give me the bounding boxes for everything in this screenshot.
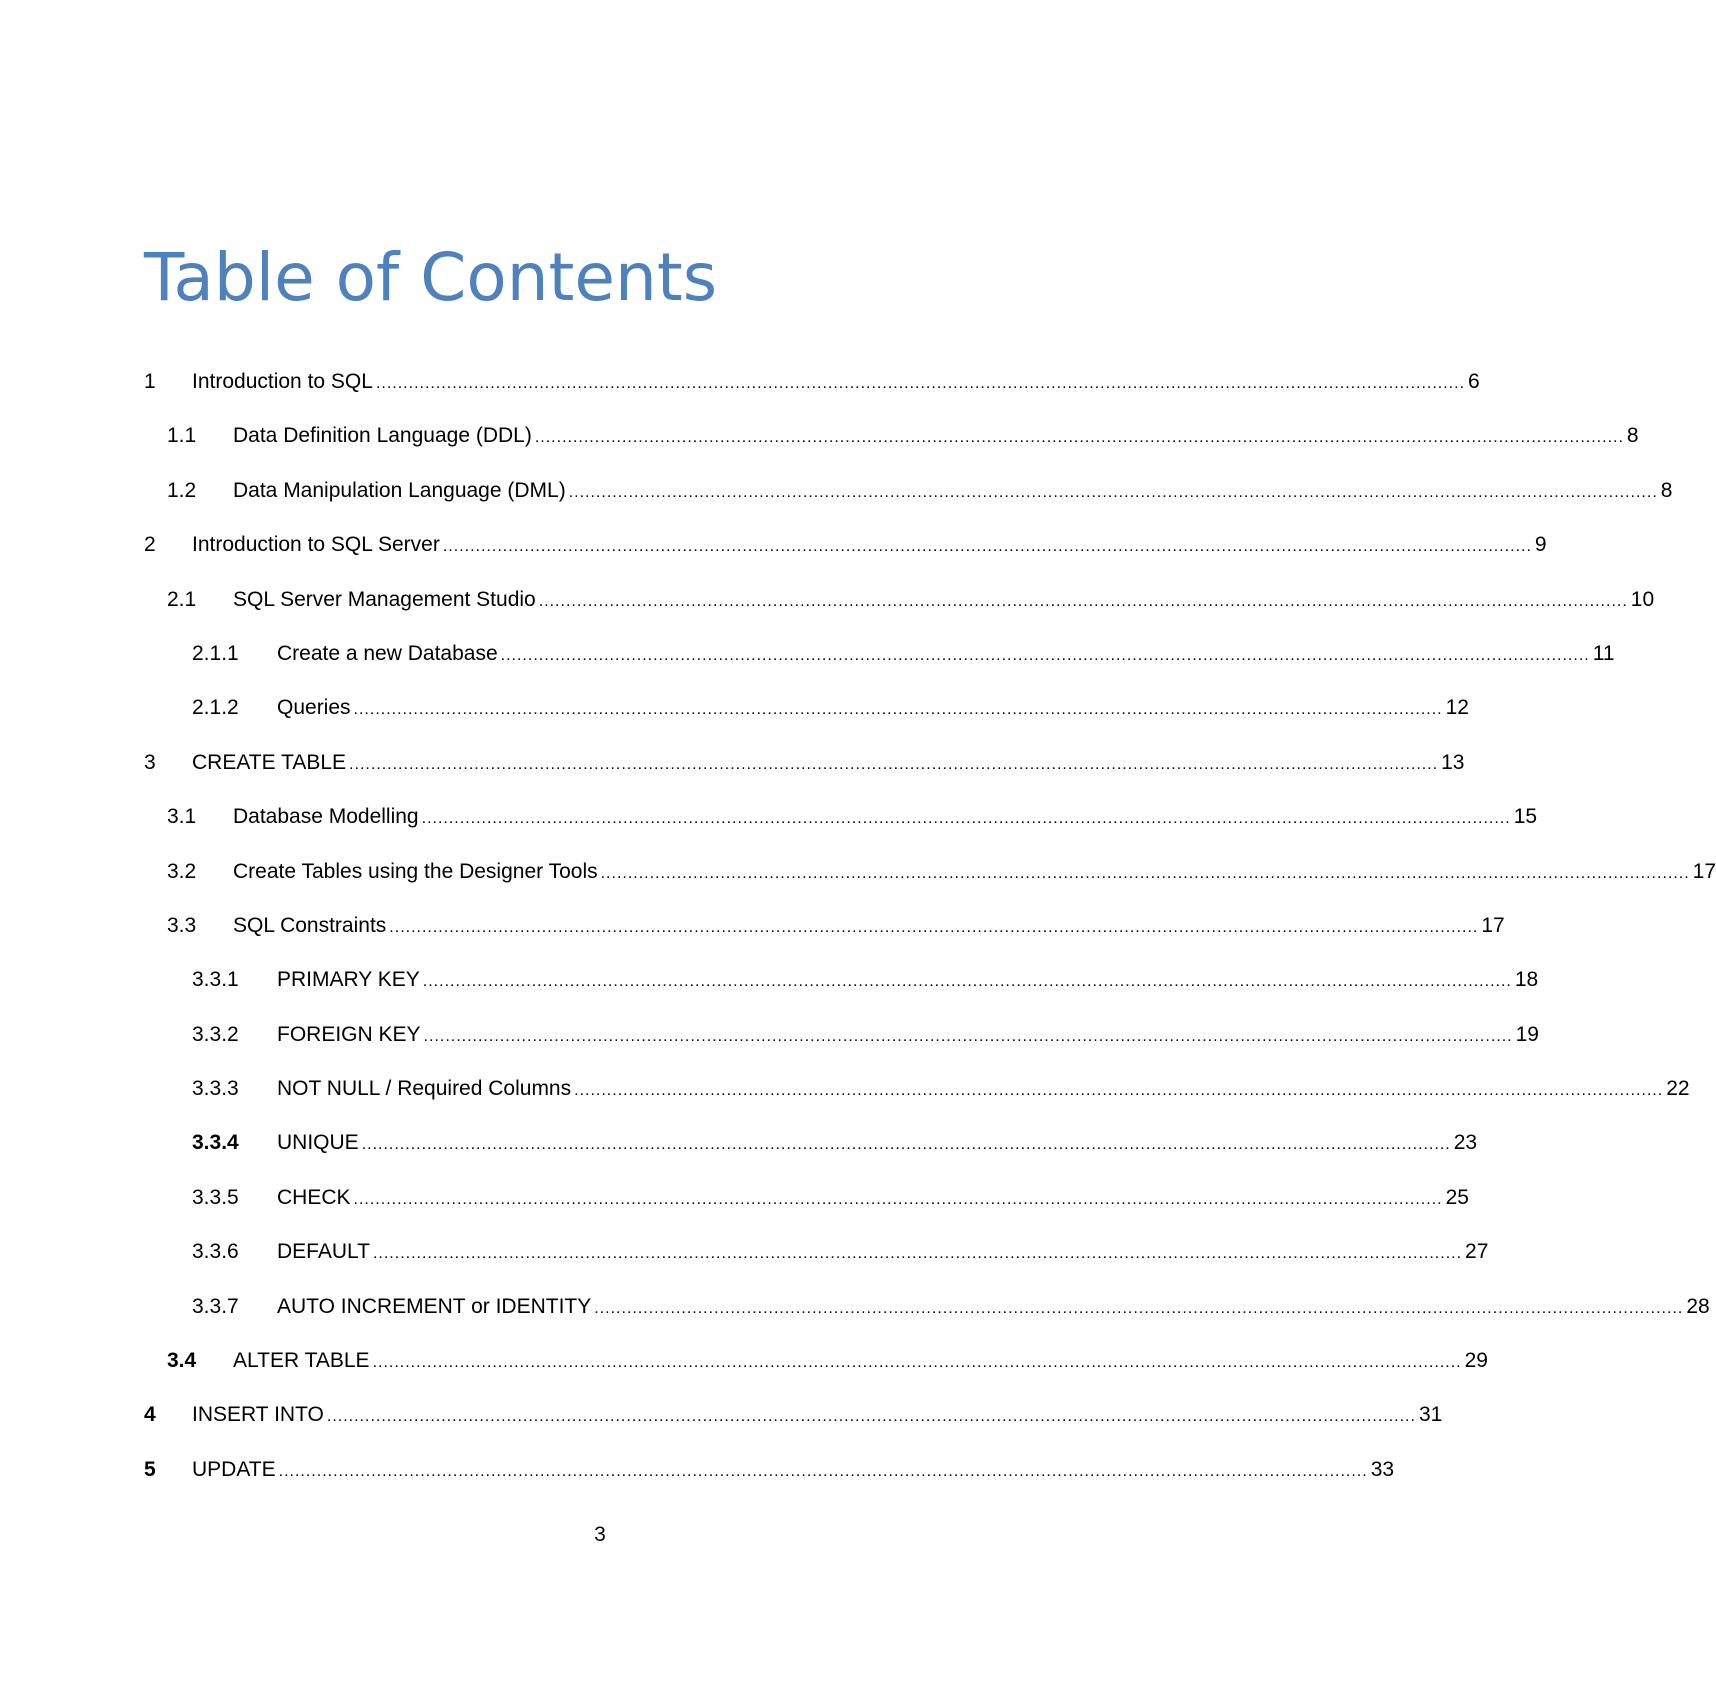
dot-leader: ........................................................................................................................................................................................................ <box>594 1299 1684 1317</box>
toc-entry-label: Create a new Database <box>277 641 498 665</box>
page-title: Table of Contents <box>144 239 718 316</box>
dot-leader: ........................................................................................................................................................................................................ <box>568 483 1658 501</box>
toc-entry-label: AUTO INCREMENT or IDENTITY <box>277 1294 592 1318</box>
toc-entry-label: Queries <box>277 696 351 720</box>
toc-entry-page: 8 <box>1660 478 1673 502</box>
toc-entry-label: ALTER TABLE <box>233 1349 370 1373</box>
toc-entry-number: 3.3.5 <box>192 1185 239 1209</box>
dot-leader: ........................................................................................................................................................................................................ <box>389 918 1479 936</box>
dot-leader: ........................................................................................................................................................................................................ <box>372 1245 1463 1263</box>
dot-leader: ........................................................................................................................................................................................................ <box>538 592 1628 610</box>
dot-leader: ........................................................................................................................................................................................................ <box>353 1190 1443 1208</box>
toc-entry-number: 3.3.4 <box>192 1131 239 1155</box>
toc-entry-number: 3 <box>144 750 156 774</box>
toc-entry-number: 1.2 <box>167 478 197 502</box>
toc-entry-number: 3.3 <box>167 913 197 937</box>
toc-entry-number: 3.3.3 <box>192 1077 239 1101</box>
toc-entry-label: Introduction to SQL <box>192 370 373 393</box>
toc-entry-page: 6 <box>1468 370 1480 393</box>
toc-entry-page: 17 <box>1692 859 1716 883</box>
toc-entry-label: CHECK <box>277 1185 351 1209</box>
table-of-contents <box>0 355 1716 1497</box>
toc-entry[interactable] <box>0 1062 1690 1116</box>
toc-entry-number: 2 <box>144 533 156 557</box>
toc-entry-page: 27 <box>1465 1240 1489 1264</box>
toc-entry-number: 3.3.7 <box>192 1294 239 1318</box>
toc-entry-page: 29 <box>1464 1349 1488 1373</box>
toc-entry-page: 23 <box>1453 1131 1478 1155</box>
dot-leader: ........................................................................................................................................................................................................ <box>574 1082 1664 1100</box>
toc-entry[interactable] <box>0 899 1505 953</box>
toc-entry-label: Introduction to SQL Server <box>192 533 440 557</box>
toc-entry[interactable] <box>0 1443 1395 1497</box>
dot-leader: ........................................................................................................................................................................................................ <box>422 973 1512 991</box>
toc-entry[interactable] <box>0 1008 1539 1062</box>
toc-entry[interactable] <box>0 1116 1478 1170</box>
toc-entry-page: 9 <box>1534 533 1547 557</box>
dot-leader: ........................................................................................................................................................................................................ <box>326 1408 1416 1426</box>
toc-entry-page: 10 <box>1630 587 1655 611</box>
toc-entry-label: Database Modelling <box>233 805 419 829</box>
toc-entry-page: 33 <box>1370 1457 1395 1481</box>
toc-entry-number: 3.2 <box>167 859 197 883</box>
toc-entry-number: 2.1 <box>167 587 197 611</box>
toc-entry-label: Create Tables using the Designer Tools <box>233 859 598 883</box>
toc-entry[interactable] <box>0 627 1615 681</box>
dot-leader: ........................................................................................................................................................................................................ <box>423 1027 1513 1045</box>
toc-entry-number: 1.1 <box>167 424 197 448</box>
toc-entry[interactable] <box>0 736 1465 790</box>
toc-entry-label: CREATE TABLE <box>192 750 347 774</box>
toc-entry-label: UNIQUE <box>277 1131 359 1155</box>
dot-leader: ........................................................................................................................................................................................................ <box>353 701 1443 719</box>
toc-entry-number: 3.1 <box>167 805 197 829</box>
toc-entry-number: 2.1.2 <box>192 696 239 720</box>
toc-entry[interactable] <box>0 464 1673 518</box>
dot-leader: ........................................................................................................................................................................................................ <box>361 1136 1451 1154</box>
toc-entry-number: 1 <box>144 370 156 393</box>
toc-entry-page: 11 <box>1592 641 1615 665</box>
dot-leader: ........................................................................................................................................................................................................ <box>500 646 1590 664</box>
dot-leader: ........................................................................................................................................................................................................ <box>600 864 1690 882</box>
toc-entry-page: 25 <box>1445 1185 1469 1209</box>
toc-entry[interactable] <box>0 1225 1489 1279</box>
toc-entry-number: 4 <box>144 1403 156 1427</box>
dot-leader: ........................................................................................................................................................................................................ <box>442 538 1532 556</box>
toc-entry[interactable] <box>0 1388 1443 1442</box>
toc-entry-number: 3.3.6 <box>192 1240 239 1264</box>
dot-leader: ........................................................................................................................................................................................................ <box>349 755 1439 773</box>
toc-entry-label: SQL Constraints <box>233 913 387 937</box>
toc-entry[interactable] <box>0 355 1480 409</box>
toc-entry-label: DEFAULT <box>277 1240 370 1264</box>
toc-entry-page: 12 <box>1445 696 1469 720</box>
toc-entry[interactable] <box>0 681 1469 735</box>
toc-entry-page: 31 <box>1418 1403 1443 1427</box>
toc-entry-page: 22 <box>1666 1077 1690 1101</box>
dot-leader: ........................................................................................................................................................................................................ <box>375 375 1466 392</box>
toc-entry[interactable] <box>0 573 1655 627</box>
toc-entry-page: 13 <box>1441 750 1465 774</box>
toc-entry[interactable] <box>0 790 1538 844</box>
toc-entry-label: PRIMARY KEY <box>277 968 420 992</box>
toc-entry-label: FOREIGN KEY <box>277 1022 421 1046</box>
toc-entry-label: INSERT INTO <box>192 1403 324 1427</box>
toc-entry-page: 18 <box>1514 968 1539 992</box>
toc-entry-page: 17 <box>1481 913 1505 937</box>
toc-entry-label: SQL Server Management Studio <box>233 587 536 611</box>
toc-entry-page: 15 <box>1513 805 1538 829</box>
toc-entry[interactable] <box>0 1280 1710 1334</box>
page-number: 3 <box>594 1523 606 1546</box>
toc-entry-page: 28 <box>1686 1294 1710 1318</box>
toc-entry-label: Data Definition Language (DDL) <box>233 424 532 448</box>
toc-entry[interactable] <box>0 1334 1488 1388</box>
toc-entry[interactable] <box>0 845 1716 899</box>
toc-entry-number: 3.4 <box>167 1349 197 1373</box>
dot-leader: ........................................................................................................................................................................................................ <box>421 810 1511 828</box>
toc-entry[interactable] <box>0 1171 1469 1225</box>
toc-entry-page: 8 <box>1626 424 1639 448</box>
toc-entry-number: 3.3.1 <box>192 968 239 992</box>
toc-entry[interactable] <box>0 409 1639 463</box>
dot-leader: ........................................................................................................................................................................................................ <box>372 1354 1462 1372</box>
toc-entry-label: NOT NULL / Required Columns <box>277 1077 572 1101</box>
toc-entry-label: UPDATE <box>192 1457 276 1481</box>
toc-entry[interactable] <box>0 518 1547 572</box>
toc-entry-number: 5 <box>144 1457 156 1481</box>
toc-entry-number: 2.1.1 <box>192 641 239 665</box>
toc-entry-label: Data Manipulation Language (DML) <box>233 478 566 502</box>
toc-entry-number: 3.3.2 <box>192 1022 239 1046</box>
toc-entry[interactable] <box>0 953 1539 1007</box>
toc-entry-page: 19 <box>1515 1022 1539 1046</box>
dot-leader: ........................................................................................................................................................................................................ <box>534 429 1624 447</box>
dot-leader: ........................................................................................................................................................................................................ <box>278 1462 1368 1480</box>
